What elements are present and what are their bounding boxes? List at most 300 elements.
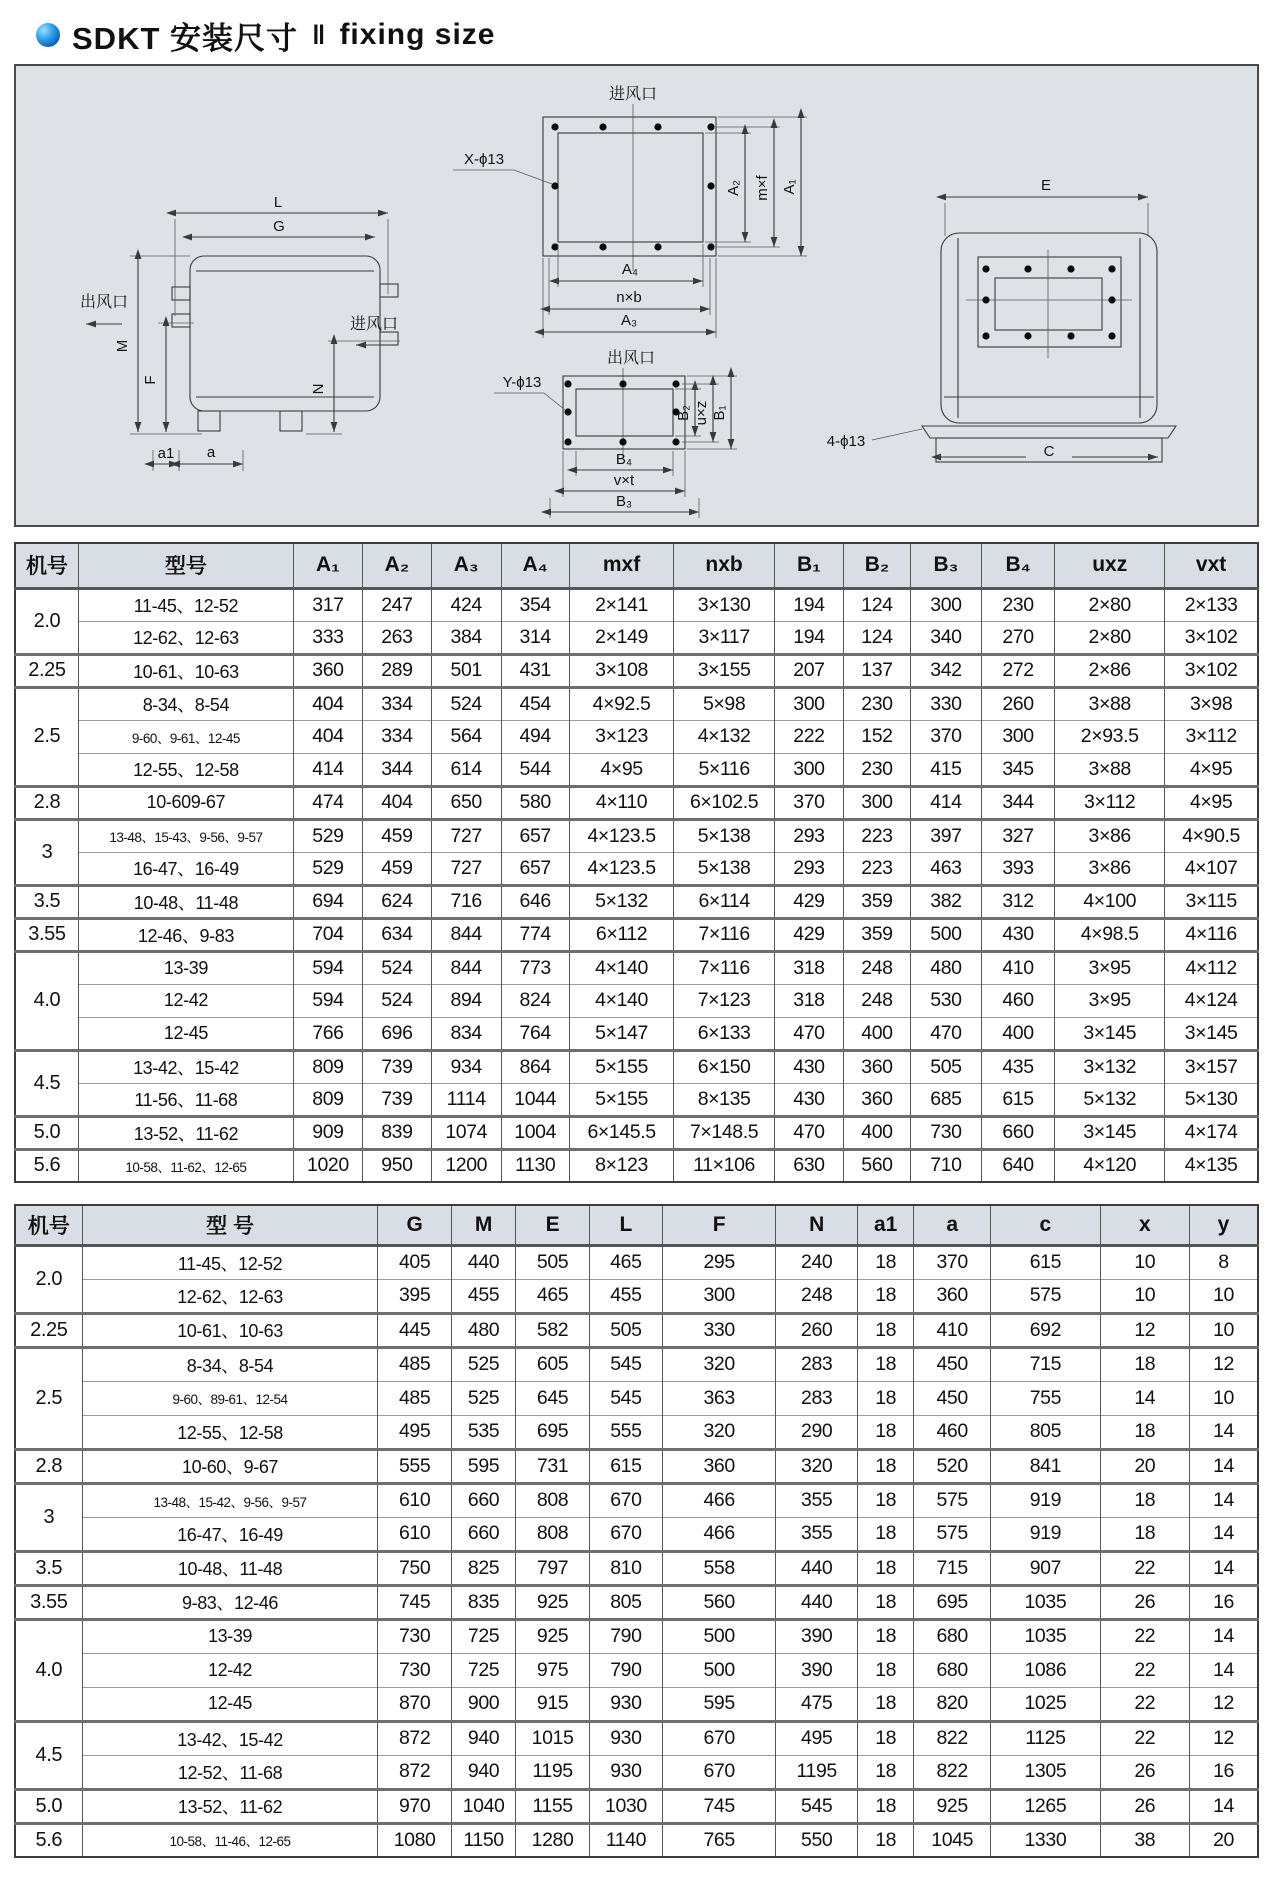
col-header-7: N [776,1205,858,1245]
value-cell: 595 [451,1449,516,1483]
value-cell: 925 [516,1585,589,1619]
value-cell: 320 [663,1415,776,1449]
value-cell: 657 [501,819,569,852]
value-cell: 3×123 [569,720,673,753]
table-row [15,720,1258,753]
value-cell: 500 [663,1653,776,1687]
title-divider: ‖ [312,19,326,50]
col-header-6: F [663,1205,776,1245]
value-cell: 12 [1190,1347,1258,1381]
value-cell: 1130 [501,1149,569,1182]
model-cell: 12-52、11-68 [82,1755,378,1789]
value-cell: 223 [843,819,910,852]
value-cell: 12 [1190,1721,1258,1755]
value-cell: 300 [774,753,843,786]
value-cell: 2×149 [569,621,673,654]
value-cell: 4×98.5 [1055,918,1165,951]
value-cell: 16 [1190,1585,1258,1619]
size-cell: 2.0 [15,588,78,654]
value-cell: 640 [981,1149,1054,1182]
table-row [15,1245,1258,1279]
value-cell: 2×86 [1055,654,1165,687]
value-cell: 293 [774,852,843,885]
model-cell: 11-56、11-68 [78,1083,293,1116]
value-cell: 558 [663,1551,776,1585]
value-cell: 716 [431,885,501,918]
value-cell: 5×132 [569,885,673,918]
model-cell: 12-55、12-58 [82,1415,378,1449]
value-cell: 525 [451,1381,516,1415]
table-row [15,1517,1258,1551]
value-cell: 3×115 [1165,885,1258,918]
value-cell: 18 [858,1415,914,1449]
value-cell: 872 [378,1721,451,1755]
value-cell: 480 [451,1313,516,1347]
value-cell: 300 [663,1279,776,1313]
col-header-6: mxf [569,543,673,588]
table-row [15,951,1258,984]
value-cell: 314 [501,621,569,654]
value-cell: 124 [843,621,910,654]
value-cell: 555 [378,1449,451,1483]
value-cell: 450 [914,1381,991,1415]
value-cell: 525 [451,1347,516,1381]
value-cell: 10 [1100,1245,1189,1279]
value-cell: 894 [431,984,501,1017]
model-cell: 13-52、11-62 [82,1789,378,1823]
value-cell: 393 [981,852,1054,885]
table-row [15,1279,1258,1313]
value-cell: 344 [981,786,1054,819]
value-cell: 22 [1100,1619,1189,1653]
value-cell: 334 [362,720,431,753]
table-row [15,1687,1258,1721]
value-cell: 2×141 [569,588,673,621]
value-cell: 405 [378,1245,451,1279]
value-cell: 907 [991,1551,1100,1585]
model-cell: 12-55、12-58 [78,753,293,786]
model-cell: 10-61、10-63 [82,1313,378,1347]
dim-B2: B₂ [675,405,692,421]
size-cell: 4.0 [15,951,78,1050]
value-cell: 715 [991,1347,1100,1381]
value-cell: 529 [293,852,362,885]
value-cell: 560 [663,1585,776,1619]
value-cell: 915 [516,1687,589,1721]
value-cell: 1080 [378,1823,451,1857]
value-cell: 730 [378,1653,451,1687]
value-cell: 1044 [501,1083,569,1116]
value-cell: 692 [991,1313,1100,1347]
value-cell: 207 [774,654,843,687]
value-cell: 555 [589,1415,662,1449]
value-cell: 4×95 [1165,753,1258,786]
dim-A3: A₃ [620,312,638,329]
value-cell: 370 [774,786,843,819]
value-cell: 550 [776,1823,858,1857]
value-cell: 704 [293,918,362,951]
value-cell: 14 [1190,1551,1258,1585]
value-cell: 685 [911,1083,982,1116]
value-cell: 544 [501,753,569,786]
value-cell: 300 [981,720,1054,753]
title-english: fixing size [339,18,496,51]
value-cell: 312 [981,885,1054,918]
value-cell: 194 [774,588,843,621]
col-header-13: vxt [1165,543,1258,588]
value-cell: 495 [776,1721,858,1755]
value-cell: 501 [431,654,501,687]
value-cell: 930 [589,1687,662,1721]
value-cell: 360 [293,654,362,687]
col-header-8: a1 [858,1205,914,1245]
value-cell: 222 [774,720,843,753]
value-cell: 485 [378,1347,451,1381]
value-cell: 919 [991,1517,1100,1551]
value-cell: 930 [589,1755,662,1789]
value-cell: 400 [981,1017,1054,1050]
col-header-5: A₄ [501,543,569,588]
value-cell: 3×112 [1055,786,1165,819]
value-cell: 3×145 [1055,1017,1165,1050]
value-cell: 272 [981,654,1054,687]
dimension-diagram-panel [14,64,1259,527]
value-cell: 1015 [516,1721,589,1755]
size-cell: 2.5 [15,687,78,786]
value-cell: 824 [501,984,569,1017]
table-row [15,687,1258,720]
value-cell: 1265 [991,1789,1100,1823]
dim-C: C [1043,443,1055,460]
value-cell: 390 [776,1653,858,1687]
value-cell: 18 [858,1721,914,1755]
table-row [15,654,1258,687]
value-cell: 3×86 [1055,819,1165,852]
value-cell: 5×130 [1165,1083,1258,1116]
value-cell: 342 [911,654,982,687]
value-cell: 429 [774,885,843,918]
value-cell: 1150 [451,1823,516,1857]
outlet-label-left: 出风口 [79,294,129,311]
value-cell: 465 [589,1245,662,1279]
value-cell: 5×132 [1055,1083,1165,1116]
table-row [15,1381,1258,1415]
table-row [15,1653,1258,1687]
value-cell: 3×102 [1165,654,1258,687]
value-cell: 3×130 [674,588,775,621]
fixing-size-table-1 [14,542,1259,1183]
value-cell: 834 [431,1017,501,1050]
value-cell: 445 [378,1313,451,1347]
value-cell: 1140 [589,1823,662,1857]
size-cell: 4.0 [15,1619,82,1721]
value-cell: 5×138 [674,852,775,885]
value-cell: 5×116 [674,753,775,786]
value-cell: 3×112 [1165,720,1258,753]
table-row [15,786,1258,819]
value-cell: 670 [589,1483,662,1517]
value-cell: 26 [1100,1755,1189,1789]
size-cell: 3.55 [15,918,78,951]
value-cell: 5×155 [569,1083,673,1116]
value-cell: 415 [911,753,982,786]
value-cell: 8×123 [569,1149,673,1182]
value-cell: 3×145 [1055,1116,1165,1149]
value-cell: 18 [858,1517,914,1551]
tables-gap [14,1183,1259,1204]
model-cell: 16-47、16-49 [78,852,293,885]
value-cell: 646 [501,885,569,918]
value-cell: 2×80 [1055,588,1165,621]
value-cell: 790 [589,1619,662,1653]
value-cell: 940 [451,1755,516,1789]
value-cell: 430 [774,1050,843,1083]
value-cell: 505 [516,1245,589,1279]
value-cell: 22 [1100,1653,1189,1687]
value-cell: 4×174 [1165,1116,1258,1149]
value-cell: 925 [516,1619,589,1653]
value-cell: 670 [663,1755,776,1789]
table-row [15,621,1258,654]
table-row [15,1585,1258,1619]
model-cell: 8-34、8-54 [78,687,293,720]
value-cell: 4×123.5 [569,819,673,852]
value-cell: 755 [991,1381,1100,1415]
value-cell: 363 [663,1381,776,1415]
col-header-3: A₂ [362,543,431,588]
value-cell: 230 [843,753,910,786]
value-cell: 1025 [991,1687,1100,1721]
value-cell: 805 [991,1415,1100,1449]
value-cell: 1030 [589,1789,662,1823]
value-cell: 624 [362,885,431,918]
value-cell: 320 [663,1347,776,1381]
value-cell: 14 [1190,1653,1258,1687]
value-cell: 414 [911,786,982,819]
model-cell: 13-39 [82,1619,378,1653]
value-cell: 3×102 [1165,621,1258,654]
value-cell: 8×135 [674,1083,775,1116]
dim-vxt: v×t [613,472,635,489]
value-cell: 455 [589,1279,662,1313]
value-cell: 18 [858,1619,914,1653]
model-cell: 10-48、11-48 [78,885,293,918]
size-cell: 3.55 [15,1585,82,1619]
table-row [15,1347,1258,1381]
value-cell: 5×138 [674,819,775,852]
value-cell: 730 [378,1619,451,1653]
value-cell: 809 [293,1050,362,1083]
value-cell: 18 [858,1551,914,1585]
size-cell: 4.5 [15,1721,82,1789]
value-cell: 909 [293,1116,362,1149]
value-cell: 22 [1100,1721,1189,1755]
value-cell: 680 [914,1619,991,1653]
value-cell: 470 [774,1017,843,1050]
model-cell: 10-58、11-62、12-65 [78,1149,293,1182]
value-cell: 3×117 [674,621,775,654]
model-cell: 13-39 [78,951,293,984]
value-cell: 466 [663,1517,776,1551]
value-cell: 774 [501,918,569,951]
value-cell: 1305 [991,1755,1100,1789]
size-cell: 3.5 [15,885,78,918]
value-cell: 38 [1100,1823,1189,1857]
value-cell: 18 [858,1449,914,1483]
model-cell: 12-45 [78,1017,293,1050]
value-cell: 1195 [516,1755,589,1789]
value-cell: 657 [501,852,569,885]
value-cell: 16 [1190,1755,1258,1789]
value-cell: 465 [516,1279,589,1313]
end-view-drawing [827,177,1176,462]
value-cell: 431 [501,654,569,687]
value-cell: 223 [843,852,910,885]
model-cell: 10-58、11-46、12-65 [82,1823,378,1857]
value-cell: 430 [774,1083,843,1116]
value-cell: 535 [451,1415,516,1449]
col-header-4: E [516,1205,589,1245]
value-cell: 2×93.5 [1055,720,1165,753]
model-cell: 13-48、15-42、9-56、9-57 [82,1483,378,1517]
value-cell: 390 [776,1619,858,1653]
value-cell: 4×112 [1165,951,1258,984]
value-cell: 260 [981,687,1054,720]
value-cell: 1074 [431,1116,501,1149]
value-cell: 18 [858,1653,914,1687]
value-cell: 6×114 [674,885,775,918]
callout-y-phi13: Y-ϕ13 [502,374,542,391]
value-cell: 495 [378,1415,451,1449]
value-cell: 152 [843,720,910,753]
value-cell: 695 [516,1415,589,1449]
value-cell: 4×95 [1165,786,1258,819]
value-cell: 300 [774,687,843,720]
value-cell: 1330 [991,1823,1100,1857]
value-cell: 670 [663,1721,776,1755]
value-cell: 764 [501,1017,569,1050]
value-cell: 289 [362,654,431,687]
value-cell: 5×147 [569,1017,673,1050]
table-row [15,852,1258,885]
col-header-1: 型号 [78,543,293,588]
value-cell: 595 [663,1687,776,1721]
value-cell: 18 [858,1347,914,1381]
value-cell: 293 [774,819,843,852]
value-cell: 333 [293,621,362,654]
value-cell: 835 [451,1585,516,1619]
value-cell: 560 [843,1149,910,1182]
value-cell: 505 [589,1313,662,1347]
size-cell: 5.0 [15,1789,82,1823]
value-cell: 694 [293,885,362,918]
blue-dot-icon [36,23,60,47]
model-cell: 10-48、11-48 [82,1551,378,1585]
col-header-10: c [991,1205,1100,1245]
size-cell: 3 [15,819,78,885]
size-cell: 3 [15,1483,82,1551]
value-cell: 463 [911,852,982,885]
size-cell: 5.6 [15,1823,82,1857]
inlet-label-left: 进风口 [349,316,399,333]
value-cell: 810 [589,1551,662,1585]
value-cell: 18 [858,1381,914,1415]
value-cell: 725 [451,1653,516,1687]
value-cell: 14 [1190,1415,1258,1449]
value-cell: 10 [1190,1279,1258,1313]
value-cell: 634 [362,918,431,951]
value-cell: 248 [843,951,910,984]
size-cell: 4.5 [15,1050,78,1116]
table-row [15,1755,1258,1789]
value-cell: 327 [981,819,1054,852]
col-header-2: A₁ [293,543,362,588]
col-header-9: a [914,1205,991,1245]
value-cell: 545 [589,1381,662,1415]
value-cell: 340 [911,621,982,654]
value-cell: 14 [1190,1483,1258,1517]
value-cell: 575 [914,1483,991,1517]
col-header-12: y [1190,1205,1258,1245]
table-row [15,1823,1258,1857]
model-cell: 10-61、10-63 [78,654,293,687]
dimension-diagram [16,66,1257,525]
value-cell: 766 [293,1017,362,1050]
value-cell: 354 [501,588,569,621]
page-title [36,12,1259,58]
value-cell: 809 [293,1083,362,1116]
table-row [15,1313,1258,1347]
model-cell: 11-45、12-52 [82,1245,378,1279]
value-cell: 14 [1190,1517,1258,1551]
col-header-10: B₃ [911,543,982,588]
value-cell: 283 [776,1381,858,1415]
value-cell: 605 [516,1347,589,1381]
value-cell: 1045 [914,1823,991,1857]
value-cell: 26 [1100,1585,1189,1619]
value-cell: 359 [843,918,910,951]
size-cell: 3.5 [15,1551,82,1585]
value-cell: 870 [378,1687,451,1721]
value-cell: 430 [981,918,1054,951]
value-cell: 575 [991,1279,1100,1313]
dim-A4: A₄ [621,261,639,278]
value-cell: 1086 [991,1653,1100,1687]
value-cell: 660 [981,1116,1054,1149]
col-header-2: G [378,1205,451,1245]
table-row [15,984,1258,1017]
model-cell: 10-609-67 [78,786,293,819]
value-cell: 750 [378,1551,451,1585]
value-cell: 841 [991,1449,1100,1483]
col-header-3: M [451,1205,516,1245]
value-cell: 22 [1100,1551,1189,1585]
size-cell: 2.25 [15,654,78,687]
table-row [15,1721,1258,1755]
value-cell: 975 [516,1653,589,1687]
value-cell: 900 [451,1687,516,1721]
value-cell: 440 [776,1585,858,1619]
value-cell: 500 [663,1619,776,1653]
value-cell: 3×145 [1165,1017,1258,1050]
value-cell: 384 [431,621,501,654]
value-cell: 12 [1190,1687,1258,1721]
value-cell: 404 [293,687,362,720]
value-cell: 1114 [431,1083,501,1116]
value-cell: 820 [914,1687,991,1721]
value-cell: 808 [516,1517,589,1551]
value-cell: 454 [501,687,569,720]
